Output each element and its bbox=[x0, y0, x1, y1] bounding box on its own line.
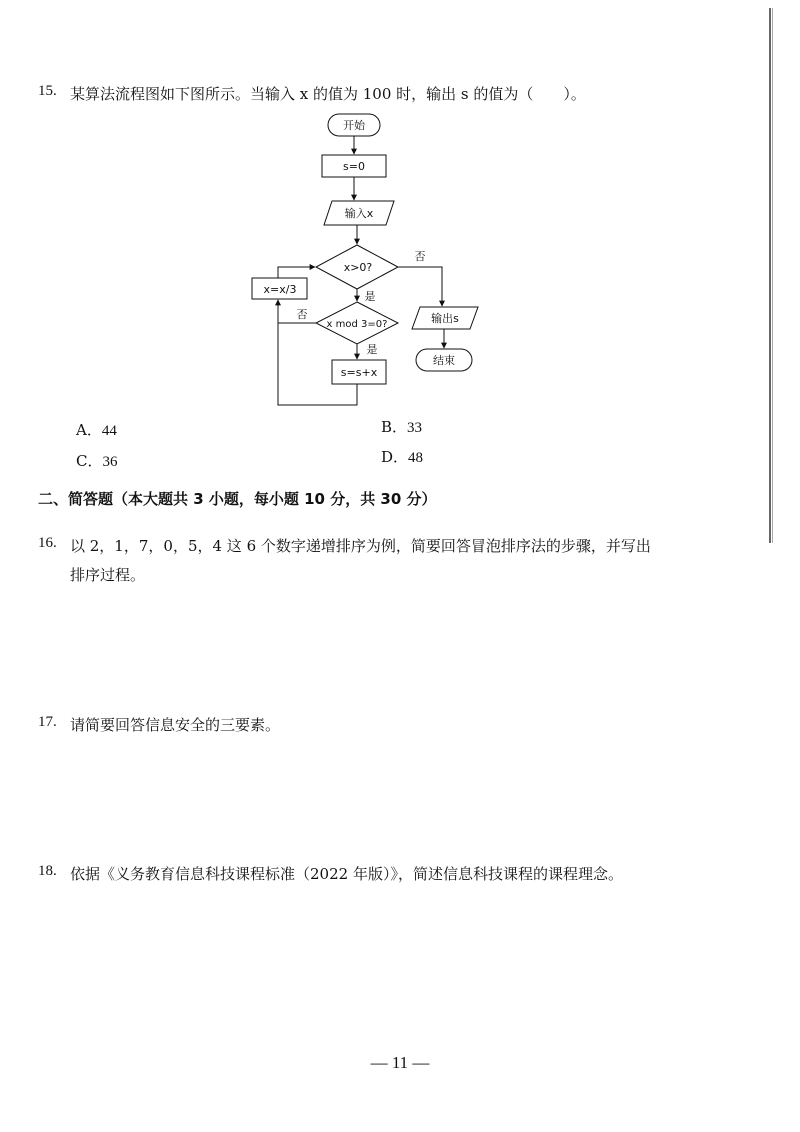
q16-text-line2: 排序过程。 bbox=[70, 566, 146, 584]
q16-number: 16. bbox=[38, 535, 57, 551]
cond2-no-label: 否 bbox=[296, 308, 308, 321]
end-label: 结束 bbox=[433, 354, 455, 367]
option-a-label: A． bbox=[76, 421, 102, 439]
q18-number: 18. bbox=[38, 863, 57, 879]
option-c-value: 36 bbox=[102, 454, 118, 470]
option-c bbox=[76, 450, 117, 471]
q16-text-line1: 以 2，1，7，0，5，4 这 6 个数字递增排序为例，简要回答冒泡排序法的步骤，并写出 bbox=[70, 537, 651, 555]
start-label: 开始 bbox=[343, 119, 365, 132]
update-x-label: x=x/3 bbox=[263, 283, 297, 296]
cond2-label: x mod 3=0? bbox=[326, 319, 388, 330]
cond2-yes-label: 是 bbox=[366, 343, 378, 356]
init-label: s=0 bbox=[343, 160, 365, 173]
option-a bbox=[76, 419, 117, 440]
scan-edge-line-secondary bbox=[772, 8, 773, 543]
cond1-label: x>0? bbox=[343, 261, 373, 274]
q17-text: 请简要回答信息安全的三要素。 bbox=[70, 716, 281, 734]
option-c-label: C． bbox=[76, 452, 103, 470]
option-a-value: 44 bbox=[101, 423, 117, 439]
output-label: 输出s bbox=[431, 312, 459, 325]
option-b-value: 33 bbox=[407, 420, 423, 436]
option-b bbox=[381, 416, 422, 437]
q15-flowchart bbox=[240, 108, 490, 413]
input-label: 输入x bbox=[344, 207, 374, 220]
cond1-yes-label: 是 bbox=[364, 290, 376, 303]
page-number: — 11 — bbox=[370, 1053, 430, 1072]
q17-number: 17. bbox=[38, 714, 57, 730]
option-b-label: B． bbox=[381, 418, 408, 436]
cond1-no-label: 否 bbox=[414, 250, 426, 263]
section-2-heading: 二、简答题（本大题共 3 小题，每小题 10 分，共 30 分） bbox=[38, 490, 437, 508]
scan-edge-line bbox=[769, 8, 771, 543]
q15-number: 15. bbox=[38, 83, 57, 99]
q15-text: 某算法流程图如下图所示。当输入 x 的值为 100 时，输出 s 的值为（ ）。 bbox=[70, 85, 586, 103]
option-d bbox=[381, 446, 423, 467]
option-d-label: D． bbox=[381, 448, 409, 466]
option-d-value: 48 bbox=[408, 450, 424, 466]
accumulate-label: s=s+x bbox=[340, 366, 378, 379]
q18-text: 依据《义务教育信息科技课程标准（2022 年版）》，简述信息科技课程的课程理念。 bbox=[70, 865, 623, 883]
